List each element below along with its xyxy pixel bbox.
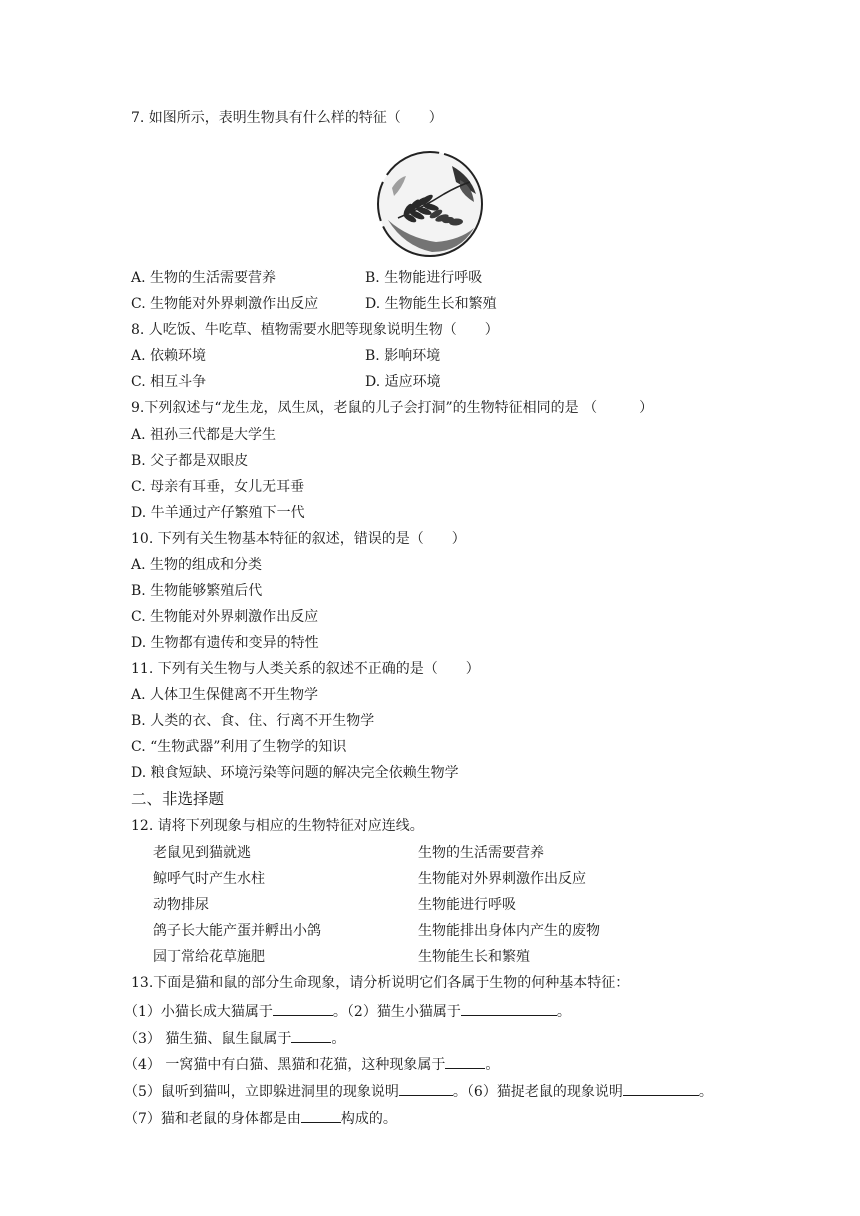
- q11-option-b: B. 人类的衣、食、住、行离不开生物学: [131, 713, 375, 729]
- section-title: 二、非选择题: [131, 790, 225, 808]
- q7-option-d: D. 生物能生长和繁殖: [365, 296, 497, 312]
- q11-option-c: C. “生物武器”利用了生物学的知识: [131, 739, 347, 755]
- answer-blank-3[interactable]: [291, 1028, 331, 1043]
- q9-option-b: B. 父子都是双眼皮: [131, 453, 249, 469]
- answer-blank-2[interactable]: [461, 1001, 557, 1016]
- q12-feature-5: 生物能生长和繁殖: [418, 949, 530, 965]
- q11-stem: 11. 下列有关生物与人类关系的叙述不正确的是（ ）: [131, 661, 480, 677]
- q10-option-d: D. 生物都有遗传和变异的特性: [131, 635, 319, 651]
- q13-stem: 13.下面是猫和鼠的部分生命现象，请分析说明它们各属于生物的何种基本特征：: [131, 975, 630, 991]
- q10-option-b: B. 生物能够繁殖后代: [131, 583, 263, 599]
- q8-stem: 8. 人吃饭、牛吃草、植物需要水肥等现象说明生物（ ）: [131, 322, 499, 338]
- q8-option-c: C. 相互斗争: [131, 374, 207, 390]
- q12-phenomenon-5: 园丁常给花草施肥: [153, 949, 265, 965]
- q10-option-c: C. 生物能对外界刺激作出反应: [131, 609, 319, 625]
- q12-phenomenon-3: 动物排尿: [153, 897, 209, 913]
- q11-option-d: D. 粮食短缺、环境污染等问题的解决完全依赖生物学: [131, 765, 459, 781]
- q9-option-a: A. 祖孙三代都是大学生: [131, 427, 277, 443]
- q13-line-2: （3） 猫生猫、鼠生鼠属于 。: [124, 1028, 345, 1048]
- q9-stem: 9.下列叙述与“龙生龙，凤生凤，老鼠的儿子会打洞”的生物特征相同的是 （ ）: [131, 400, 654, 416]
- q9-option-d: D. 牛羊通过产仔繁殖下一代: [131, 505, 305, 521]
- answer-blank-4[interactable]: [445, 1054, 485, 1069]
- plant-leaf-dish-icon: [374, 148, 486, 260]
- q12-stem: 12. 请将下列现象与相应的生物特征对应连线。: [131, 818, 424, 834]
- q10-stem: 10. 下列有关生物基本特征的叙述，错误的是（ ）: [131, 531, 466, 547]
- q12-feature-3: 生物能进行呼吸: [418, 897, 516, 913]
- q7-option-c: C. 生物能对外界刺激作出反应: [131, 296, 319, 312]
- q12-phenomenon-1: 老鼠见到猫就逃: [153, 845, 251, 861]
- q13-line-1: （1）小猫长成大猫属于 。（2）猫生小猫属于 。: [124, 1001, 571, 1021]
- answer-blank-6[interactable]: [623, 1081, 699, 1096]
- q7-option-a: A. 生物的生活需要营养: [131, 270, 277, 286]
- q7-stem: 7. 如图所示，表明生物具有什么样的特征（ ）: [131, 110, 443, 126]
- q8-option-d: D. 适应环境: [365, 374, 441, 390]
- q11-option-a: A. 人体卫生保健离不开生物学: [131, 687, 319, 703]
- q8-option-b: B. 影响环境: [365, 348, 441, 364]
- q13-line-3: （4） 一窝猫中有白猫、黑猫和花猫，这种现象属于 。: [124, 1054, 499, 1074]
- q12-feature-2: 生物能对外界刺激作出反应: [418, 871, 586, 887]
- q12-feature-1: 生物的生活需要营养: [418, 845, 544, 861]
- q7-option-b: B. 生物能进行呼吸: [365, 270, 483, 286]
- q13-line-5: （7）猫和老鼠的身体都是由 构成的。: [124, 1108, 397, 1128]
- q9-option-c: C. 母亲有耳垂，女儿无耳垂: [131, 479, 305, 495]
- q12-phenomenon-2: 鲸呼气时产生水柱: [153, 871, 265, 887]
- q12-phenomenon-4: 鸽子长大能产蛋并孵出小鸽: [153, 923, 321, 939]
- answer-blank-7[interactable]: [301, 1108, 341, 1123]
- q13-line-4: （5）鼠听到猫叫，立即躲进洞里的现象说明 。（6）猫捉老鼠的现象说明 。: [124, 1081, 713, 1101]
- q12-feature-4: 生物能排出身体内产生的废物: [418, 923, 600, 939]
- q10-option-a: A. 生物的组成和分类: [131, 557, 263, 573]
- answer-blank-1[interactable]: [273, 1001, 333, 1016]
- q8-option-a: A. 依赖环境: [131, 348, 207, 364]
- answer-blank-5[interactable]: [399, 1081, 453, 1096]
